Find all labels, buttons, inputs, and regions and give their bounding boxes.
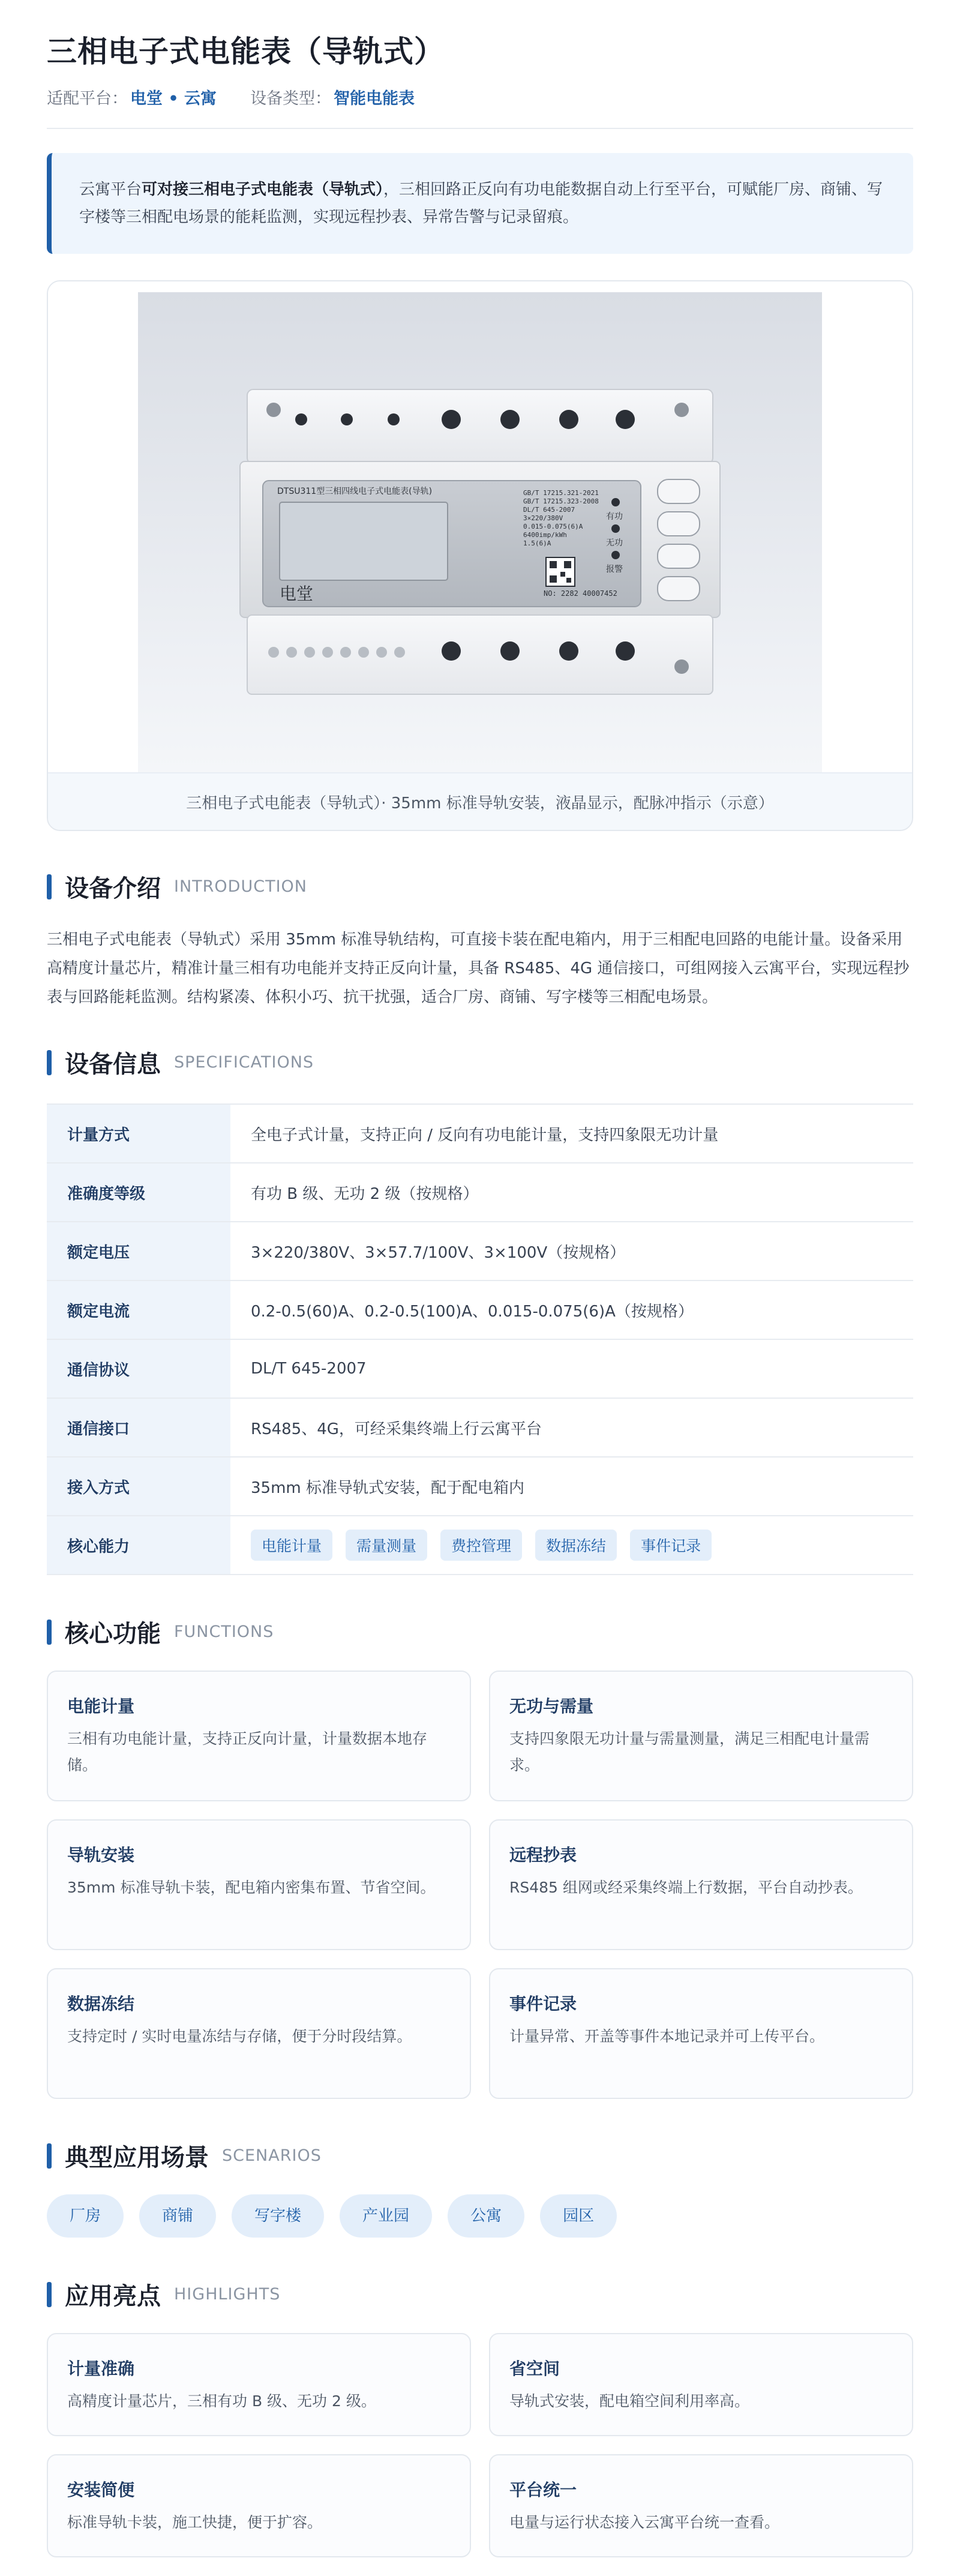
section-subtitle: INTRODUCTION [174, 877, 307, 896]
card-title: 省空间 [509, 2359, 560, 2379]
svg-text:GB/T 17215.323-2008: GB/T 17215.323-2008 [523, 497, 599, 505]
spec-value: 3×220/380V、3×57.7/100V、3×100V（按规格） [251, 1243, 626, 1262]
card-desc: 电量与运行状态接入云寓平台统一查看。 [509, 2514, 780, 2531]
card-title: 远程抄表 [509, 1845, 577, 1865]
spec-row [47, 1399, 913, 1458]
function-card [489, 1671, 913, 1801]
section-heading-intro [47, 869, 913, 904]
meta-line [47, 85, 913, 109]
meter-brand-text: 电堂 [280, 584, 314, 604]
spec-value: RS485、4G，可经采集终端上行云寓平台 [251, 1420, 542, 1438]
meter-model-text: DTSU311型三相四线电子式电能表(导轨) [277, 487, 433, 496]
section-heading-functions [47, 1615, 913, 1649]
spec-row [47, 1222, 913, 1281]
spec-row-capability [47, 1516, 913, 1575]
card-title: 平台统一 [509, 2480, 577, 2500]
scenario-pill: 商铺 [139, 2194, 216, 2238]
intro-prefix: 云寓平台 [79, 181, 142, 199]
section-subtitle: HIGHLIGHTS [174, 2285, 281, 2304]
scenario-pills [47, 2194, 913, 2238]
spec-row [47, 1458, 913, 1516]
section-title: 典型应用场景 [65, 2144, 209, 2172]
intro-callout [47, 153, 913, 254]
status-label-alarm: 报警 [606, 565, 623, 574]
svg-text:GB/T 17215.321-2021: GB/T 17215.321-2021 [523, 489, 599, 497]
capability-tag: 电能计量 [251, 1530, 332, 1561]
device-image-card [47, 280, 913, 831]
card-desc: 三相有功电能计量，支持正反向计量，计量数据本地存储。 [67, 1730, 428, 1774]
spec-key: 通信接口 [47, 1399, 230, 1456]
card-title: 事件记录 [509, 1994, 577, 2014]
spec-value: 全电子式计量，支持正向 / 反向有功电能计量，支持四象限无功计量 [251, 1126, 719, 1144]
scenario-pill: 产业园 [340, 2194, 432, 2238]
spec-key: 通信协议 [47, 1340, 230, 1398]
header-divider [47, 128, 913, 129]
section-title: 设备信息 [65, 1051, 161, 1078]
svg-text:3×220/380V: 3×220/380V [523, 514, 563, 522]
spec-key: 额定电压 [47, 1222, 230, 1280]
scenario-pill: 公寓 [448, 2194, 524, 2238]
highlight-card [489, 2333, 913, 2436]
type-label: 设备类型： [250, 89, 332, 108]
spec-value: 35mm 标准导轨式安装，配于配电箱内 [251, 1479, 525, 1497]
section-title: 应用亮点 [65, 2283, 161, 2310]
capability-tag: 事件记录 [630, 1530, 712, 1561]
type-value: 智能电能表 [334, 89, 415, 108]
section-title: 设备介绍 [65, 875, 161, 902]
capability-tag: 需量测量 [346, 1530, 427, 1561]
card-desc: 支持定时 / 实时电量冻结与存储，便于分时段结算。 [67, 2028, 412, 2045]
card-desc: 计量异常、开盖等事件本地记录并可上传平台。 [509, 2028, 825, 2045]
spec-key: 计量方式 [47, 1105, 230, 1162]
card-title: 计量准确 [67, 2359, 135, 2379]
section-heading-highlights [47, 2277, 913, 2311]
highlight-card [47, 2333, 471, 2436]
function-card [47, 1819, 471, 1950]
scenario-pill: 厂房 [47, 2194, 124, 2238]
section-subtitle: FUNCTIONS [174, 1623, 274, 1641]
svg-text:DL/T 645-2007: DL/T 645-2007 [523, 506, 575, 514]
highlights-grid [47, 2333, 913, 2557]
svg-text:1.5(6)A: 1.5(6)A [523, 539, 551, 547]
highlight-card [489, 2454, 913, 2557]
function-card [47, 1671, 471, 1801]
card-desc: 支持四象限无功计量与需量测量，满足三相配电计量需求。 [509, 1730, 870, 1774]
page-title: 三相电子式电能表（导轨式） [47, 34, 445, 69]
svg-text:6400imp/kWh: 6400imp/kWh [523, 531, 567, 539]
section-subtitle: SPECIFICATIONS [174, 1053, 314, 1072]
capability-tag: 费控管理 [440, 1530, 522, 1561]
card-desc: 导轨式安装，配电箱空间利用率高。 [509, 2392, 750, 2410]
device-description: 三相电子式电能表（导轨式）采用 35mm 标准导轨结构，可直接卡装在配电箱内，用于三相配电回路的电能计量。设备采用高精度计量芯片，精准计量三相有功电能并支持正反向计量，具备 RS485、4G 通信接口，可组网接入云寓平台，实现远程抄表与回路能耗监测。结构紧凑、体积小巧、抗干扰强，适合厂房、商铺、写字楼等三相配电场景。 [47, 931, 910, 1006]
spec-key: 核心能力 [47, 1516, 230, 1574]
spec-row [47, 1105, 913, 1163]
section-heading-specs [47, 1045, 913, 1079]
section-title: 核心功能 [65, 1620, 161, 1648]
scenario-pill: 园区 [540, 2194, 617, 2238]
spec-row [47, 1163, 913, 1222]
function-card [47, 1968, 471, 2099]
card-desc: 标准导轨卡装，施工快捷，便于扩容。 [67, 2514, 323, 2531]
function-card [489, 1819, 913, 1950]
spec-value: 0.2-0.5(60)A、0.2-0.5(100)A、0.015-0.075(6)A（按规格） [251, 1302, 694, 1321]
function-card [489, 1968, 913, 2099]
card-title: 安装简便 [67, 2480, 135, 2500]
card-title: 导轨安装 [67, 1845, 135, 1865]
scenario-pill: 写字楼 [232, 2194, 324, 2238]
capability-tags [230, 1516, 913, 1574]
card-title: 电能计量 [67, 1696, 135, 1716]
status-label-reactive: 无功 [606, 538, 623, 548]
spec-row [47, 1281, 913, 1340]
card-title: 无功与需量 [509, 1696, 594, 1716]
intro-highlight: 可对接三相电子式电能表（导轨式） [142, 181, 384, 199]
spec-key: 接入方式 [47, 1458, 230, 1515]
capability-tag: 数据冻结 [535, 1530, 617, 1561]
section-subtitle: SCENARIOS [222, 2146, 322, 2165]
meter-serial: NO: 2282 40007452 [544, 589, 617, 598]
platform-label: 适配平台： [47, 89, 128, 108]
spec-table [47, 1103, 913, 1575]
status-label-active: 有功 [606, 512, 623, 521]
svg-text:0.015-0.075(6)A: 0.015-0.075(6)A [523, 523, 583, 530]
device-image-caption: 三相电子式电能表（导轨式）· 35mm 标准导轨安装，液晶显示，配脉冲指示（示意） [48, 772, 912, 830]
card-desc: 高精度计量芯片，三相有功 B 级、无功 2 级。 [67, 2392, 376, 2410]
card-desc: RS485 组网或经采集终端上行数据，平台自动抄表。 [509, 1879, 863, 1896]
section-heading-scenarios [47, 2139, 913, 2173]
meter-illustration [138, 281, 822, 772]
spec-row [47, 1340, 913, 1399]
platform-value: 电堂 • 云寓 [130, 89, 217, 108]
spec-key: 准确度等级 [47, 1163, 230, 1221]
intro-suffix: ，三相回路正反向有功电能数据自动上行至平台，可赋能厂房、商铺、写字楼等三相配电场景的能耗监测，实现远程抄表、异常告警与记录留痕。 [79, 181, 883, 226]
highlight-card [47, 2454, 471, 2557]
card-desc: 35mm 标准导轨卡装，配电箱内密集布置、节省空间。 [67, 1879, 436, 1896]
spec-value: DL/T 645-2007 [251, 1360, 367, 1378]
functions-grid [47, 1671, 913, 2099]
card-title: 数据冻结 [67, 1994, 135, 2014]
spec-value: 有功 B 级、无功 2 级（按规格） [251, 1184, 479, 1203]
spec-key: 额定电流 [47, 1281, 230, 1339]
